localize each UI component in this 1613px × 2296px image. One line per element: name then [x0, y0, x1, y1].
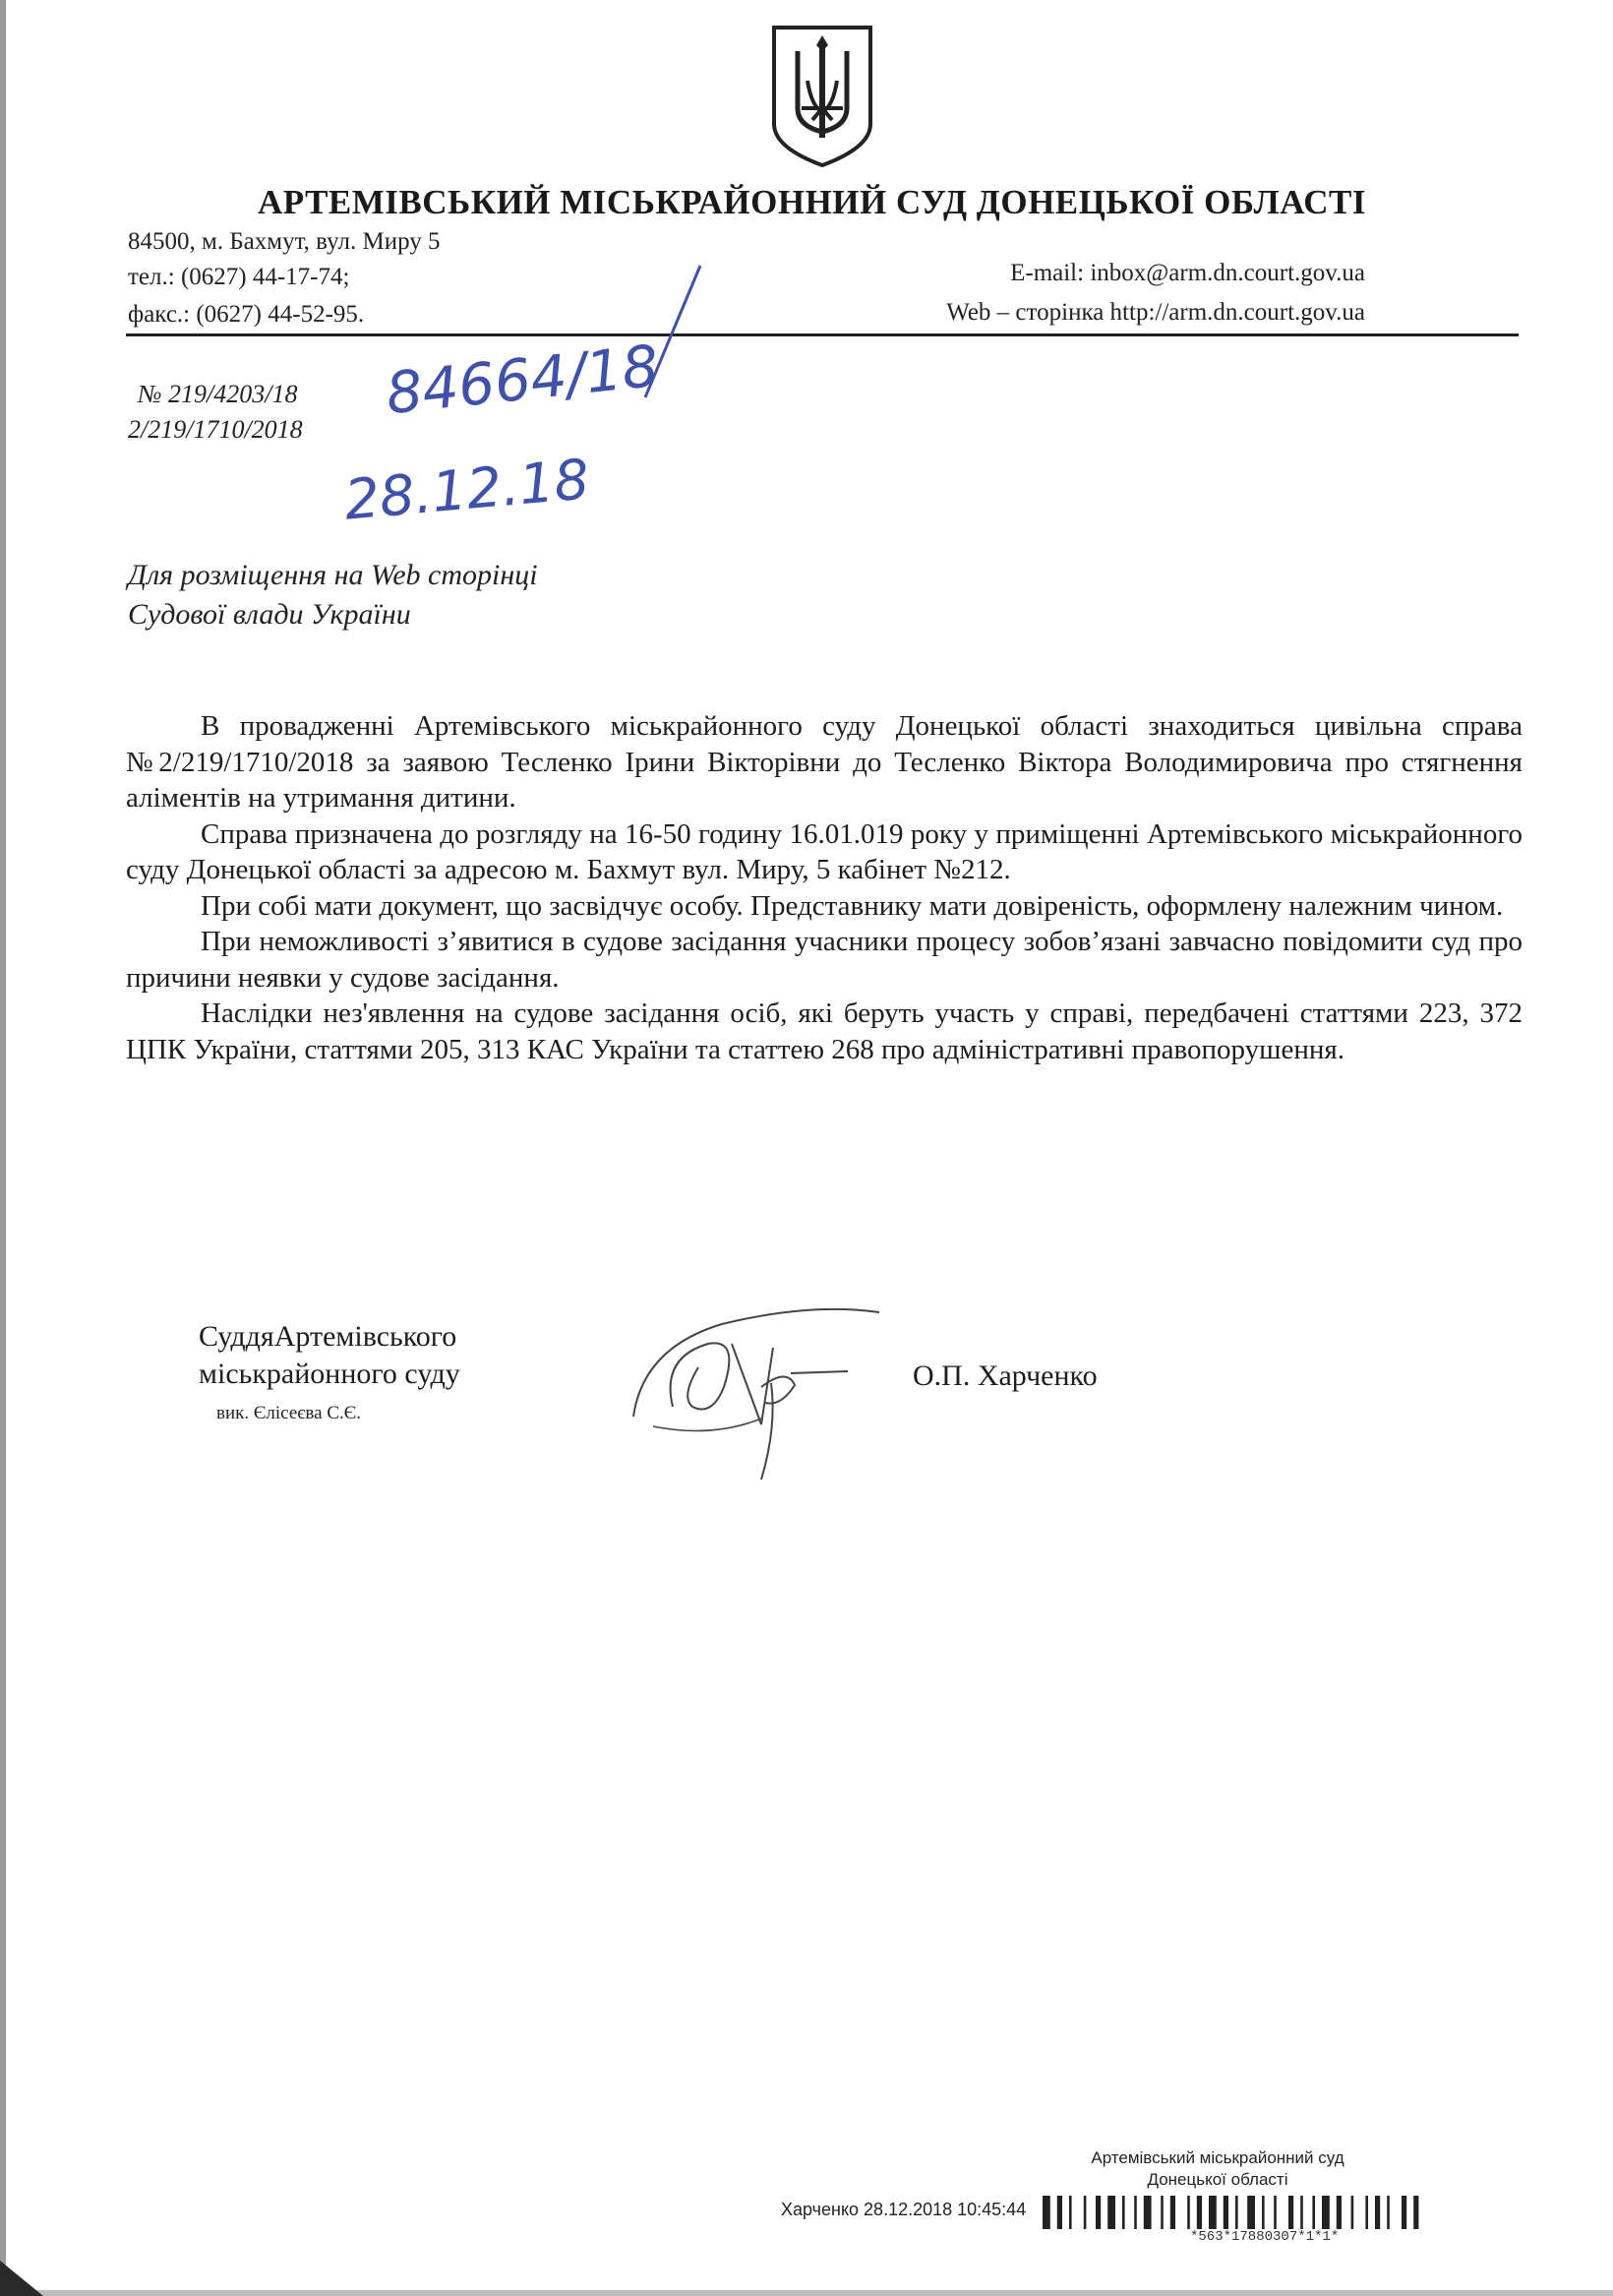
court-name-heading: АРТЕМІВСЬКИЙ МІСЬКРАЙОННИЙ СУД ДОНЕЦЬКОЇ ОБЛАСТІ	[258, 183, 1366, 221]
coat-of-arms-icon	[768, 22, 876, 169]
document-body	[126, 708, 1523, 1067]
barcode-icon	[1043, 2196, 1524, 2229]
page-fold-corner	[0, 2261, 43, 2296]
scan-edge	[0, 0, 6, 2296]
registration-stamp-region: Донецької області	[1147, 2170, 1288, 2189]
case-number: 2/219/1710/2018	[128, 415, 303, 444]
scan-edge	[0, 2290, 1613, 2296]
handwritten-incoming-number: 84664/18	[383, 332, 662, 428]
body-paragraph-hearing: Справа призначена до розгляду на 16-50 годину 16.01.019 року у приміщенні Артемівського міськрайонного суду Донецької області за адресою м. Бахмут вул. Миру, 5 кабінет №212.	[126, 817, 1523, 885]
barcode-text: *563*17880307*1*1*	[1190, 2229, 1340, 2245]
court-address: 84500, м. Бахмут, вул. Миру 5	[128, 228, 441, 255]
registration-stamp-court: Артемівський міськрайонний суд	[1091, 2148, 1344, 2167]
court-website: Web – сторінка http://arm.dn.court.gov.ua	[946, 299, 1365, 326]
court-email: E-mail: inbox@arm.dn.court.gov.ua	[1010, 260, 1365, 286]
executor-note: вик. Єлісеєва С.Є.	[216, 1403, 362, 1423]
handwritten-signature	[614, 1289, 909, 1485]
addressee-line-1: Для розміщення на Web сторінці	[128, 559, 538, 591]
signatory-position-line-1: СуддяАртемівського	[199, 1320, 457, 1353]
court-fax: факс.: (0627) 44-52-95.	[128, 301, 365, 328]
court-phone: тел.: (0627) 44-17-74;	[128, 264, 350, 290]
body-paragraph-documents: При собі мати документ, що засвідчує особу. Представнику мати довіреність, оформлену належним чином.	[201, 889, 1504, 922]
signatory-position	[199, 1318, 460, 1393]
addressee-line-2: Судової влади України	[128, 598, 411, 631]
signatory-position-line-2: міськрайонного суду	[199, 1358, 460, 1390]
registration-stamp-meta: Харченко 28.12.2018 10:45:44	[781, 2200, 1027, 2219]
body-paragraph-absence: При неможливості з’явитися в судове засідання учасники процесу зобов’язані завчасно повідомити суд про причини неявки у судове засідання.	[126, 926, 1523, 994]
body-paragraph-case: В провадженні Артемівського міськрайонного суду Донецької області знаходиться цивільна справа №2/219/1710/2018 за заявою Тесленко Ірини Вікторівни до Тесленко Віктора Володимировича про стягнення аліментів на утримання дитини.	[126, 710, 1523, 814]
outgoing-number: № 219/4203/18	[138, 380, 298, 408]
body-paragraph-consequences: Наслідки нез'явлення на судове засідання осіб, які беруть участь у справі, передбачені статтями 223, 372 ЦПК України, статтями 205, 313 КАС України та статтею 268 про адміністративні правопорушення.	[126, 997, 1523, 1065]
handwritten-date: 28.12.18	[341, 448, 592, 533]
judge-name: О.П. Харченко	[913, 1359, 1098, 1392]
header-divider	[126, 333, 1519, 336]
